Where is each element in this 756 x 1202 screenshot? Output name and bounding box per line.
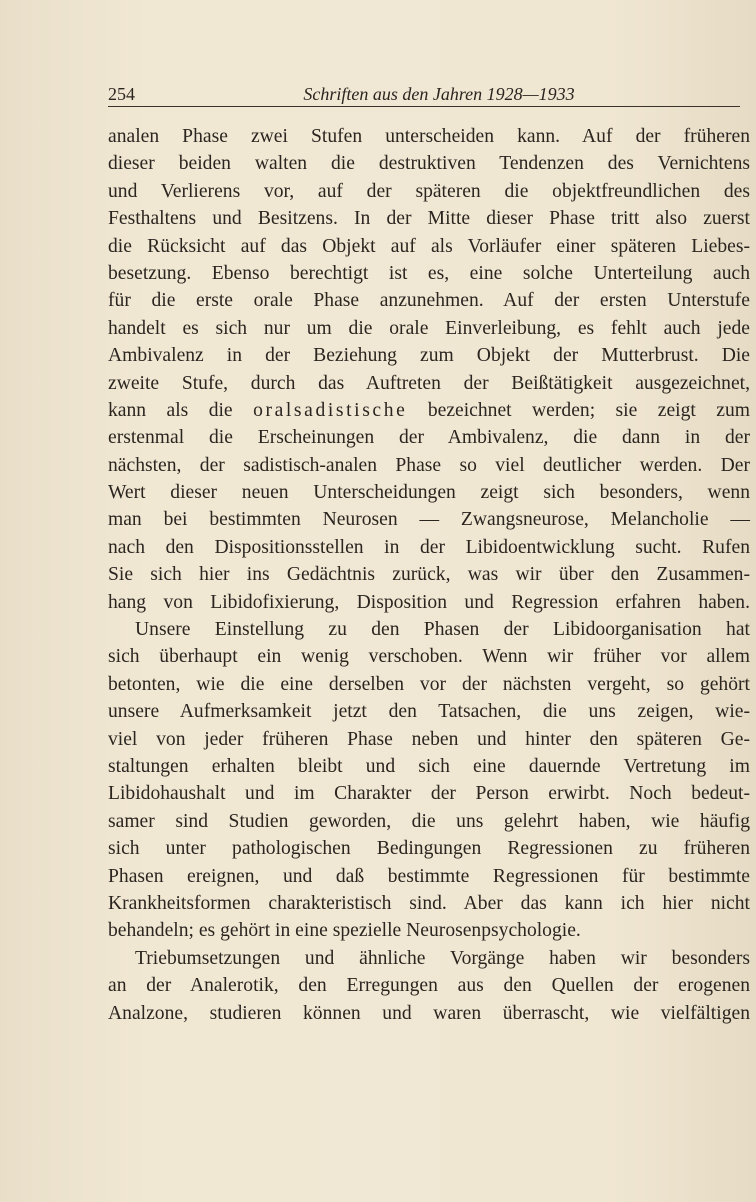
text-line: erstenmal die Erscheinungen der Ambivalenz, die dann in der [108, 427, 750, 449]
running-header [108, 84, 740, 107]
page-number: 254 [108, 84, 135, 104]
text-line: für die erste orale Phase anzunehmen. Auf der ersten Unterstufe [108, 290, 750, 312]
text-line: samer sind Studien geworden, die uns gelehrt haben, wie häufig [108, 810, 750, 832]
running-title: Schriften aus den Jahren 1928—1933 [303, 84, 575, 104]
text-line: Festhaltens und Besitzens. In der Mitte dieser Phase tritt also zuerst [108, 208, 750, 230]
text-line: und Verlierens vor, auf der späteren die objektfreundlichen des [108, 180, 750, 202]
text-line: Phasen ereignen, und daß bestimmte Regressionen für bestimmte [108, 865, 750, 887]
text-line: Sie sich hier ins Gedächtnis zurück, was wir über den Zusammen- [108, 564, 750, 586]
text-line [108, 397, 750, 424]
text-line: Analzone, studieren können und waren überrascht, wie vielfältigen [108, 1002, 750, 1024]
text-line: sich unter pathologischen Bedingungen Regressionen zu früheren [108, 838, 750, 860]
text-segment: kann als die [108, 399, 233, 421]
text-line: nach den Dispositionsstellen in der Libidoentwicklung sucht. Rufen [108, 536, 750, 558]
text-line: zweite Stufe, durch das Auftreten der Beißtätigkeit ausgezeichnet, [108, 372, 750, 394]
text-line: hang von Libidofixierung, Disposition und Regression erfahren haben. [108, 591, 750, 613]
text-line: viel von jeder früheren Phase neben und hinter den späteren Ge- [108, 728, 750, 750]
text-line: Unsere Einstellung zu den Phasen der Libidoorganisation hat [135, 619, 750, 641]
text-line: betonten, wie die eine derselben vor der nächsten vergeht, so gehört [108, 673, 750, 695]
text-line: Krankheitsformen charakteristisch sind. Aber das kann ich hier nicht [108, 892, 750, 914]
text-segment: bezeichnet werden; sie zeigt zum [427, 399, 750, 421]
text-line: Ambivalenz in der Beziehung zum Objekt der Mutterbrust. Die [108, 345, 750, 367]
text-line: Libidohaushalt und im Charakter der Person erwirbt. Noch bedeut- [108, 783, 750, 805]
text-line: besetzung. Ebenso berechtigt ist es, eine solche Unterteilung auch [108, 262, 750, 284]
text-line: sich überhaupt ein wenig verschoben. Wenn wir früher vor allem [108, 646, 750, 668]
text-line: Wert dieser neuen Unterscheidungen zeigt sich besonders, wenn [108, 482, 750, 504]
text-line: an der Analerotik, den Erregungen aus den Quellen der erogenen [108, 975, 750, 997]
text-line: nächsten, der sadistisch-analen Phase so viel deutlicher werden. Der [108, 454, 750, 476]
text-line: man bei bestimmten Neurosen — Zwangsneurose, Melancholie — [108, 509, 750, 531]
text-line: staltungen erhalten bleibt und sich eine dauernde Vertretung im [108, 755, 750, 777]
text-line: unsere Aufmerksamkeit jetzt den Tatsachen, die uns zeigen, wie- [108, 701, 750, 723]
spaced-emphasis: oralsadistische [253, 399, 408, 421]
text-line: Triebumsetzungen und ähnliche Vorgänge haben wir besonders [135, 947, 750, 969]
body-text [108, 123, 750, 1027]
text-line: analen Phase zwei Stufen unterscheiden kann. Auf der früheren [108, 126, 750, 147]
text-line: behandeln; es gehört in eine spezielle Neurosenpsychologie. [108, 920, 581, 942]
text-line: dieser beiden walten die destruktiven Tendenzen des Vernichtens [108, 153, 750, 175]
text-line: die Rücksicht auf das Objekt auf als Vorläufer einer späteren Liebes- [108, 235, 750, 257]
text-line: handelt es sich nur um die orale Einverleibung, es fehlt auch jede [108, 317, 750, 339]
